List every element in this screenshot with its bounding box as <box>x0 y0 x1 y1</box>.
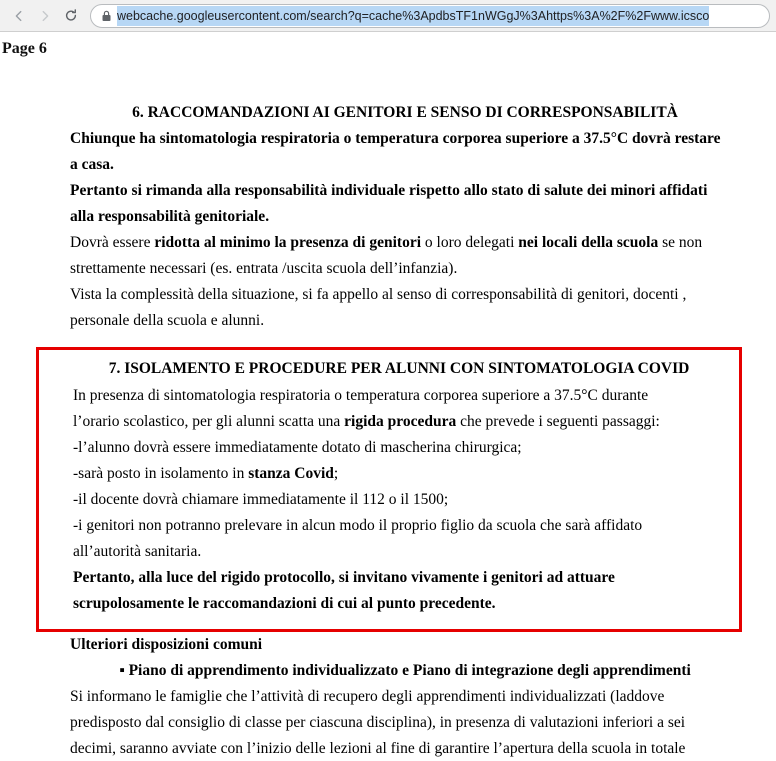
s7-p1-t1: l’orario scolastico, per gli alunni scatta una <box>73 413 345 430</box>
section-7-closing-line2: scrupolosamente le raccomandazioni di cui al punto precedente. <box>73 595 496 612</box>
section-7-p1-line2 <box>73 409 725 434</box>
section-7-bullet-3: -il docente dovrà chiamare immediatamente il 112 o il 1500; <box>73 491 449 508</box>
s6-p3-t5: se non <box>658 234 703 251</box>
url-text: webcache.googleusercontent.com/search?q=cache%3ApdbsTF1nWGgJ%3Ahttps%3A%2F%2Fwww.icsco <box>117 6 709 26</box>
s6-p3-t3: o loro delegati <box>421 234 519 251</box>
section-7-heading: 7. ISOLAMENTO E PROCEDURE PER ALUNNI CON SINTOMATOLOGIA COVID <box>108 360 690 377</box>
section-7-bullet-4-line2: all’autorità sanitaria. <box>73 543 202 560</box>
s6-p3-t4: nei locali della scuola <box>518 234 659 251</box>
section-7-closing-line1: Pertanto, alla luce del rigido protocollo, si invitano vivamente i genitori ad attuare <box>73 569 615 586</box>
lock-icon <box>99 9 113 23</box>
further-provisions-p1-line3: decimi, saranno avviate con l’inizio delle lezioni al fine di garantire l’apertura della scuola in totale <box>70 740 686 757</box>
section-7-p1-line1: In presenza di sintomatologia respiratoria o temperatura corporea superiore a 37.5°C durante <box>73 387 649 404</box>
s7-p1-t2: rigida procedura <box>344 413 457 430</box>
s7-b2-t2: stanza Covid <box>248 465 334 482</box>
section-6-p2-line2: alla responsabilità genitoriale. <box>70 208 270 225</box>
s7-b2-t1: -sarà posto in isolamento in <box>73 465 249 482</box>
section-6-p3-line2: strettamente necessari (es. entrata /uscita scuola dell’infanzia). <box>70 260 458 277</box>
browser-toolbar <box>0 0 776 32</box>
section-6-p1-line2: a casa. <box>70 156 114 173</box>
section-6-p4-line2: personale della scuola e alunni. <box>70 312 265 329</box>
further-provisions-p1-line1: Si informano le famiglie che l’attività di recupero degli apprendimenti individualizzati (laddove <box>70 688 665 705</box>
page-indicator-row <box>0 32 776 58</box>
forward-arrow-icon[interactable] <box>32 3 58 29</box>
further-provisions <box>70 632 740 761</box>
further-provisions-bullet-heading: ▪ Piano di apprendimento individualizzato e Piano di integrazione degli apprendimenti <box>119 662 691 679</box>
page-indicator: Page 6 <box>2 40 47 57</box>
further-provisions-title: Ulteriori disposizioni comuni <box>70 636 263 653</box>
top-spacer <box>70 58 740 100</box>
s7-p1-t3: che prevede i seguenti passaggi: <box>456 413 660 430</box>
s6-p3-t1: Dovrà essere <box>70 234 155 251</box>
section-6-p3-line1 <box>70 230 740 255</box>
section-6 <box>70 100 740 333</box>
s6-p3-t2: ridotta al minimo la presenza di genitori <box>154 234 422 251</box>
address-bar[interactable] <box>90 4 770 28</box>
section-7-bullet-1: -l’alunno dovrà essere immediatamente dotato di mascherina chirurgica; <box>73 439 522 456</box>
section-6-heading: 6. RACCOMANDAZIONI AI GENITORI E SENSO DI CORRESPONSABILITÀ <box>132 104 678 121</box>
section-7-bullet-4-line1: -i genitori non potranno prelevare in alcun modo il proprio figlio da scuola che sarà affidato <box>73 517 643 534</box>
section-7-bullet-2 <box>73 461 725 486</box>
further-provisions-p1-line2: predisposto dal consiglio di classe per ciascuna disciplina), in presenza di valutazioni inferiori a sei <box>70 714 686 731</box>
section-6-p4-line1: Vista la complessità della situazione, si fa appello al senso di corresponsabilità di genitori, docenti , <box>70 286 687 303</box>
document-content <box>0 58 776 761</box>
reload-icon[interactable] <box>58 3 84 29</box>
section-6-p2-line1: Pertanto si rimanda alla responsabilità individuale rispetto allo stato di salute dei minori affidati <box>70 182 708 199</box>
section-6-p1-line1: Chiunque ha sintomatologia respiratoria o temperatura corporea superiore a 37.5°C dovrà restare <box>70 130 721 147</box>
back-arrow-icon[interactable] <box>6 3 32 29</box>
section-7-highlight-box <box>36 347 742 632</box>
s7-b2-t3: ; <box>333 465 339 482</box>
